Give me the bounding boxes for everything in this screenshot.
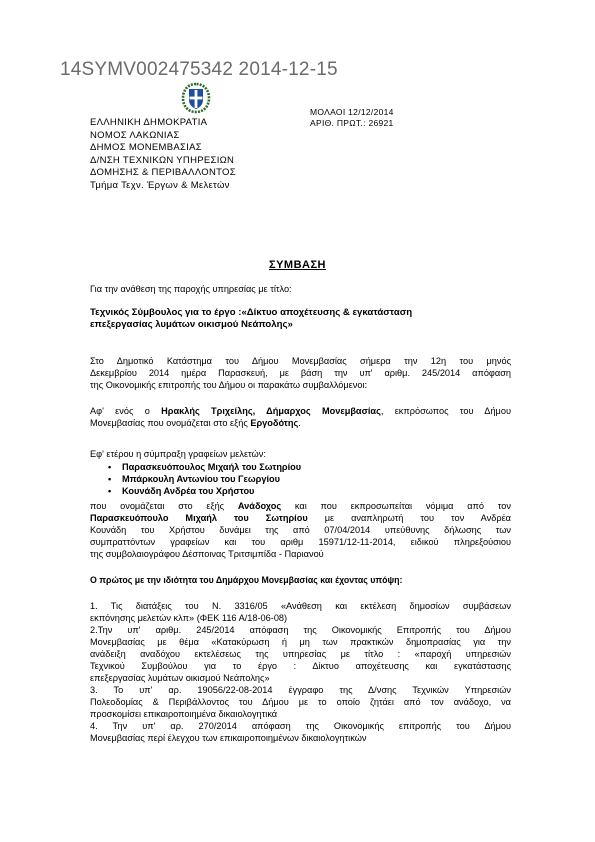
protocol-number: ΑΡΙΘ. ΠΡΩΤ.: 26921 (310, 118, 394, 129)
paragraph-line: Στο Δημοτικό Κατάστημα του Δήμου Μονεμβασίας σήμερα την 12η του μηνός (90, 356, 511, 366)
text-run: . (298, 418, 301, 428)
list-item-label: Μπάρκουλη Αντωνίου του Γεωργίου (122, 474, 280, 485)
list-item (108, 461, 301, 473)
text-run: με αναπληρωτή του τον Ανδρέα (307, 513, 511, 523)
document-meta (310, 107, 394, 129)
place-date: ΜΟΛΑΟΙ 12/12/2014 (310, 107, 394, 117)
item-line: Τεχνικού Συμβούλου για το έργο : Δίκτυο αποχέτευσης και εγκατάστασης (90, 661, 511, 671)
paragraph-line (90, 512, 511, 524)
intro-text: Για την ανάθεση της παροχής υπηρεσίας με τίτλο: (90, 284, 292, 294)
paragraph-opening (90, 355, 511, 391)
item-line: Μονεμβασίας με θέμα «Κατακύρωση ή μη των πρακτικών δημοπρασίας για την (90, 637, 511, 647)
subject-line: επεξεργασίας λυμάτων οικισμού Νεάπολης» (90, 319, 293, 330)
document-title: ΣΥΜΒΑΣΗ (268, 259, 327, 271)
text-run: που ονομάζεται στο εξής (90, 501, 238, 511)
subject-text (90, 307, 511, 331)
list-item-label: Κουνάδη Ανδρέα του Χρήστου (122, 486, 255, 497)
document-stamp: 14SYMV002475342 2014-12-15 (60, 59, 338, 80)
contractor-list (108, 461, 301, 498)
item-line: 1. Τις διατάξεις του Ν. 3316/05 «Ανάθεση και εκτέλεση δημοσίων συμβάσεων (90, 601, 511, 611)
considerations-list (90, 600, 511, 744)
paragraph-line (90, 417, 511, 429)
bullet-icon: • (108, 462, 112, 472)
text-run: Μονεμβασίας που ονομάζεται στο εξής (90, 418, 251, 428)
bullet-icon: • (108, 474, 112, 485)
paragraph-line: Δεκεμβρίου 2014 ημέρα Παρασκευή, με βάση την υπ' αριθμ. 245/2014 απόφαση (90, 368, 511, 378)
paragraph-line: της Οικονομικής επιτροπής του Δήμου οι παρακάτω συμβαλλόμενοι: (90, 380, 368, 390)
item-line: 3. Το υπ' αρ. 19056/22-08-2014 έγγραφο της Δ/νσης Τεχνικών Υπηρεσιών (90, 685, 511, 695)
item-line: 2.Την υπ' αριθμ. 245/2014 απόφαση της Οικονομικής Επιτροπής του Δήμου (90, 625, 511, 635)
item-line: ανάδειξη αναδόχου εκτελέσεως της υπηρεσίας με τίτλο : «παροχή υπηρεσιών (90, 649, 511, 659)
paragraph-line: συμπραττόντων γραφείων και του αριθμ 15971/12-11-2014, ειδικού πληρεξούσιου (90, 537, 511, 547)
paragraph-representation (90, 500, 511, 560)
sender-line: ΔΗΜΟΣ ΜΟΝΕΜΒΑΣΙΑΣ (90, 142, 202, 154)
item-line: εκπόνησης μελετών κλπ» (ΦΕΚ 116 Α/18-06-08) (90, 613, 288, 623)
item-line: 4. Την υπ' αρ. 270/2014 απόφαση της Οικονομικής επιτροπής του Δήμου (90, 721, 511, 731)
subject-line: Τεχνικός Σύμβουλος για το έργο :«Δίκτυο αποχέτευσης & εγκατάσταση (90, 307, 413, 318)
bullet-icon: • (108, 486, 112, 497)
paragraph-line: Κουνάδη του Χρήστου δυνάμει της από 07/04/2014 υπεύθυνης δήλωσης των (90, 525, 511, 535)
paragraph-line (90, 500, 511, 512)
item-line: Μονεμβασίας περί έλεγχου των επικαιροποιημένων δικαιολογητικών (90, 733, 367, 743)
text-run: και που εκπροσωπείται νόμιμα από τον (281, 501, 511, 511)
paragraph-line: της συμβολαιογράφου Δέσποινας Τριτσιμπίδα - Παριανού (90, 549, 324, 559)
greek-coat-of-arms-icon (179, 82, 213, 114)
list-item-label: Παρασκευόπουλος Μιχαήλ του Σωτηρίου (122, 462, 302, 472)
paragraph-considering: Ο πρώτος με την ιδιότητα του Δημάρχου Μονεμβασίας και έχοντας υπόψη: (90, 575, 403, 585)
paragraph-first-party (90, 405, 511, 429)
item-line: προσκομίσει επικαιροποιημένα δικαιολογητικά (90, 709, 278, 719)
list-item (108, 473, 301, 485)
list-item (108, 485, 301, 497)
text-run: Αφ' ενός ο (90, 406, 162, 416)
employer-term: Εργοδότης (250, 418, 299, 428)
sender-line: Τμήμα Τεχν. Έργων & Μελετών (90, 179, 230, 191)
paragraph-second-party: Εφ' ετέρου η σύμπραξη γραφείων μελετών: (90, 449, 266, 459)
sender-line: Δ/ΝΣΗ ΤΕΧΝΙΚΩΝ ΥΠΗΡΕΣΙΩΝ (90, 154, 235, 166)
mayor-name: Ηρακλής Τριχείλης, Δήμαρχος Μονεμβασίας (161, 406, 381, 416)
item-line: επεξεργασίας λυμάτων οικισμού Νεάπολης» (90, 673, 270, 683)
sender-line: ΕΛΛΗΝΙΚΗ ΔΗΜΟΚΡΑΤΙΑ (90, 117, 208, 128)
contractor-term: Ανάδοχος (237, 501, 282, 511)
text-run: , εκπρόσωπος του Δήμου (380, 406, 511, 416)
sender-block (90, 117, 236, 193)
item-line: Πολεοδομίας & Περιβάλλοντος του Δήμου με το οποίο ζητάει από τον ανάδοχο, να (90, 697, 511, 707)
paragraph-line (90, 405, 511, 417)
sender-line: ΔΟΜΗΣΗΣ & ΠΕΡΙΒΑΛΛΟΝΤΟΣ (90, 167, 236, 179)
sender-line: ΝΟΜΟΣ ΛΑΚΩΝΙΑΣ (90, 129, 180, 141)
representative-name: Παρασκευόπουλο Μιχαήλ του Σωτηρίου (90, 513, 308, 523)
